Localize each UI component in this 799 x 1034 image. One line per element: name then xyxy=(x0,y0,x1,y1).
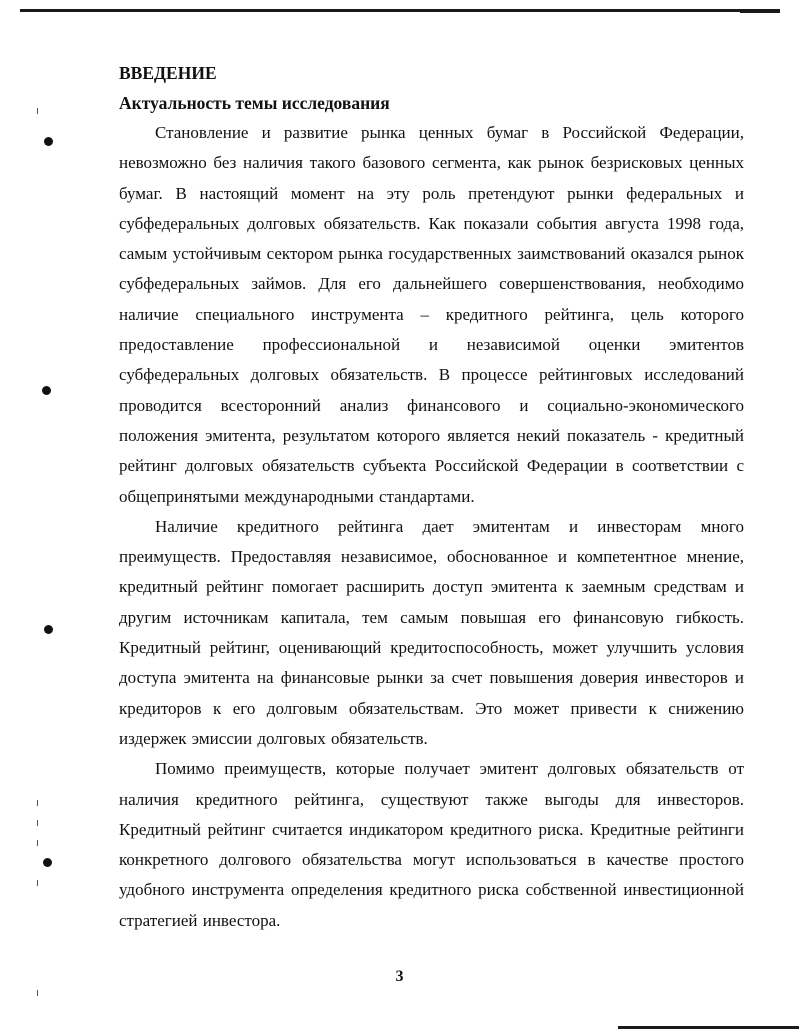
scan-speck xyxy=(37,840,38,846)
binding-hole-mark xyxy=(42,386,51,395)
paragraph-1: Становление и развитие рынка ценных бумаг в Российской Федерации, невозможно без наличия такого базового сегмента, как рынок безрисковых ценных бумаг. В настоящий момент на эту роль претендуют рынки федеральных и субфедеральных долговых обязательств. Как показали события августа 1998 года, самым устойчивым сектором рынка государственных заимствований оказался рынок субфедеральных займов. Для его дальнейшего совершенствования, необходимо наличие специального инструмента – кредитного рейтинга, цель которого предоставление профессиональной и независимой оценки эмитентов субфедеральных долговых обязательств. В процессе рейтинговых исследований проводится всесторонний анализ финансового и социально-экономического положения эмитента, результатом которого является некий показатель - кредитный рейтинг долговых обязательств субъекта Российской Федерации в соответствии с общепринятыми международными стандартами. xyxy=(119,123,744,506)
top-scan-border-tick xyxy=(740,11,780,13)
binding-hole-mark xyxy=(44,625,53,634)
bottom-scan-border xyxy=(618,1026,799,1029)
scan-speck xyxy=(37,800,38,806)
binding-hole-mark xyxy=(44,137,53,146)
paragraph-2: Наличие кредитного рейтинга дает эмитентам и инвесторам много преимуществ. Предоставляя независимое, обоснованное и компетентное мнение, кредитный рейтинг помогает расширить доступ эмитента к заемным средствам и другим источникам капитала, тем самым повышая его финансовую гибкость. Кредитный рейтинг, оценивающий кредитоспособность, может улучшить условия доступа эмитента на финансовые рынки за счет повышения доверия инвесторов и кредиторов к его долговым обязательствам. Это может привести к снижению издержек эмиссии долговых обязательств. xyxy=(119,516,744,748)
binding-hole-mark xyxy=(43,858,52,867)
paragraph-3: Помимо преимуществ, которые получает эмитент долговых обязательств от наличия кредитного рейтинга, существуют также выгоды для инвесторов. Кредитный рейтинг считается индикатором кредитного риска. Кредитные рейтинги конкретного долгового обязательства могут использоваться в качестве простого удобного инструмента определения кредитного риска собственной инвестиционной стратегией инвестора. xyxy=(119,759,744,930)
top-scan-border xyxy=(20,9,780,12)
subsection-title: Актуальность темы исследования xyxy=(119,93,390,113)
section-title: ВВЕДЕНИЕ xyxy=(119,63,217,83)
scan-speck xyxy=(37,880,38,886)
scan-speck xyxy=(37,820,38,826)
document-body xyxy=(119,58,744,936)
page-number: 3 xyxy=(395,968,404,985)
scan-speck xyxy=(37,108,38,114)
scan-speck xyxy=(37,990,38,996)
